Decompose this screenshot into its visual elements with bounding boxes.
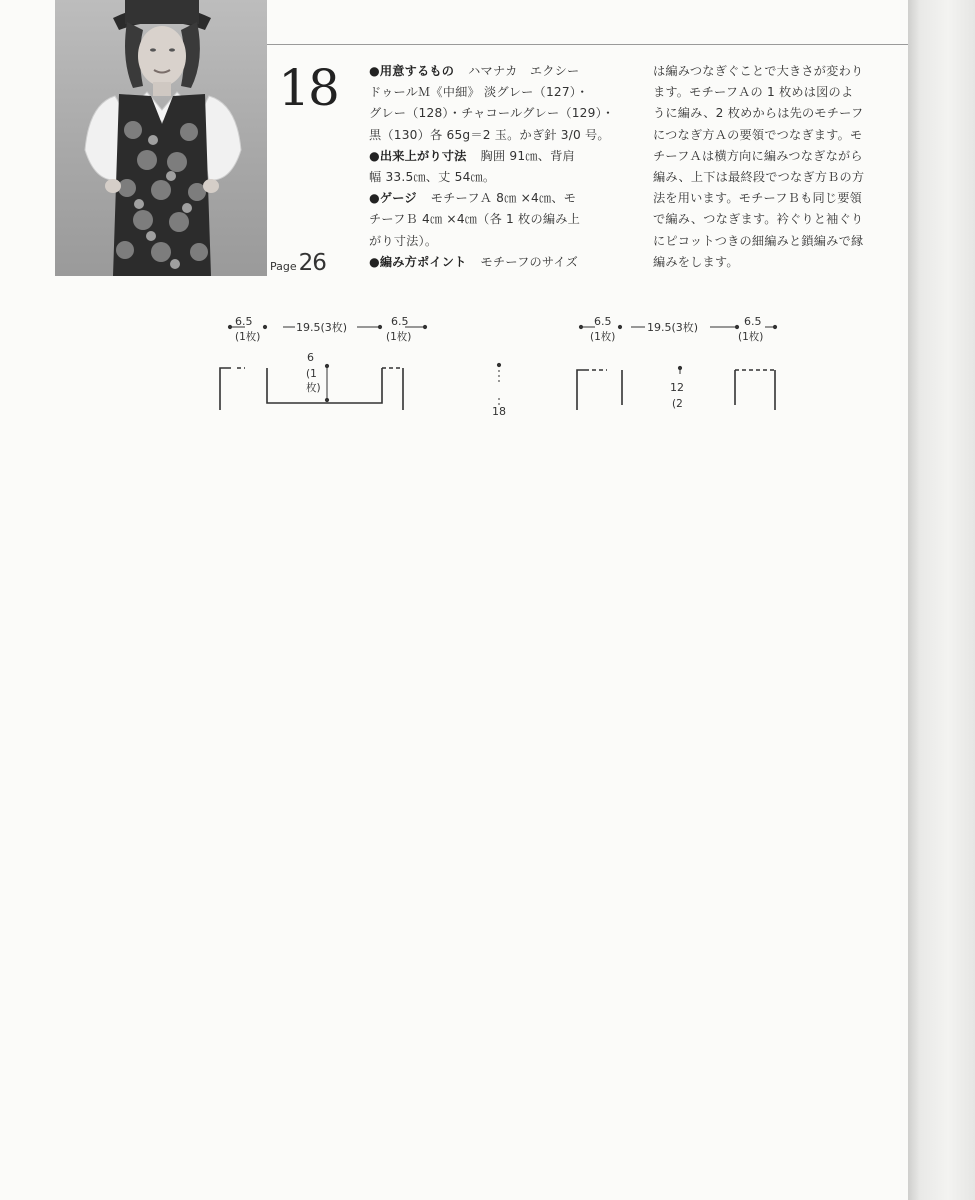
front-shoulder-right-measure: 6.5 <box>744 315 762 328</box>
front-shoulder-left-count: (1枚) <box>590 331 616 343</box>
instruction-line <box>369 82 641 103</box>
instruction-line: うに編み、2 枚めからは先のモチーフ <box>653 106 864 121</box>
front-neck-depth-marker <box>678 366 681 374</box>
back-neck-depth-count-a: (1 <box>306 368 317 380</box>
instruction-line <box>369 146 641 167</box>
back-neck-depth-measure: 6 <box>307 351 314 364</box>
page-edge <box>908 0 975 1200</box>
front-neck-depth-measure: 12 <box>670 381 684 394</box>
instruction-line: は編みつなぎぐことで大きさが変わり <box>653 64 864 78</box>
instruction-text: チーフＢ 4㎝ ×4㎝（各 1 枚の編み上 <box>369 212 580 227</box>
schematic-diagram-top <box>175 290 835 418</box>
instruction-text: がり寸法）。 <box>369 233 438 248</box>
instruction-line <box>369 252 641 273</box>
instruction-line <box>369 188 641 209</box>
instruction-text: モチーフＡ 8㎝ ×4㎝、モ <box>430 191 577 206</box>
front-neck-depth-count-a: (2 <box>672 398 683 410</box>
front-neck-width-measure: 19.5(3枚) <box>647 321 699 334</box>
instruction-text: 黒（130）各 65g＝2 玉。かぎ針 3/0 号。 <box>369 127 610 142</box>
pattern-number: 18 <box>278 59 338 117</box>
instructions-column-1 <box>369 61 641 273</box>
back-shoulder-left-count: (1枚) <box>235 331 261 343</box>
back-shoulder-left-measure: 6.5 <box>235 315 253 328</box>
instruction-line <box>369 61 641 82</box>
instructions-column-2 <box>653 61 908 273</box>
back-neck-depth-marker <box>325 364 328 401</box>
instruction-heading: ●出来上がり寸法 <box>369 148 467 163</box>
instruction-text: モチーフのサイズ <box>480 254 579 269</box>
instruction-line: にピコットつきの細編みと鎖編みで縁 <box>653 233 864 248</box>
instruction-line <box>369 231 641 252</box>
page-ref-label: Page <box>270 260 297 273</box>
instruction-line <box>369 167 641 188</box>
back-neck-width-measure: 19.5(3枚) <box>296 321 348 334</box>
instruction-line: ます。モチーフＡの 1 枚めは図のよ <box>653 85 854 100</box>
instruction-line: 編み、上下は最終段でつなぎ方Ｂの方 <box>653 169 865 184</box>
page-reference <box>270 250 326 280</box>
instruction-text: ハマナカ エクシー <box>468 64 580 78</box>
instruction-heading: ●ゲージ <box>369 191 417 206</box>
instruction-line: につなぎ方Ａの要領でつなぎます。モ <box>653 127 863 142</box>
front-shoulder-left-measure: 6.5 <box>594 315 612 328</box>
instruction-text: 胸囲 91㎝、背肩 <box>480 148 575 163</box>
instruction-line: 法を用います。モチーフＢも同じ要領 <box>653 191 863 206</box>
instruction-line: で編み、つなぎます。衿ぐりと袖ぐり <box>653 212 864 227</box>
instruction-line: チーフＡは横方向に編みつなぎながら <box>653 148 863 163</box>
model-photo <box>55 0 267 276</box>
instruction-line <box>369 209 641 230</box>
instruction-heading: ●編み方ポイント <box>369 254 467 269</box>
front-shoulder-right-count: (1枚) <box>738 331 764 343</box>
back-neck-depth-count-b: 枚) <box>306 382 321 394</box>
back-shoulder-right-measure: 6.5 <box>391 315 409 328</box>
instruction-line <box>369 125 641 146</box>
instruction-text: 幅 33.5㎝、丈 54㎝。 <box>369 169 496 184</box>
schematic-svg <box>175 290 835 418</box>
instruction-heading: ●用意するもの <box>369 64 455 78</box>
model-photo-illustration <box>55 0 267 276</box>
instruction-line: 編みをします。 <box>653 254 739 269</box>
page-ref-number: 26 <box>298 250 326 276</box>
back-shoulder-right-count: (1枚) <box>386 331 412 343</box>
instruction-text: グレー（128）・チャコールグレー（129）・ <box>369 106 615 121</box>
center-height-marker <box>497 363 500 406</box>
instruction-text: ドゥールＭ《中細》 淡グレー（127）・ <box>369 85 589 100</box>
center-height-measure: 18 <box>492 405 506 418</box>
instruction-line <box>369 103 641 124</box>
